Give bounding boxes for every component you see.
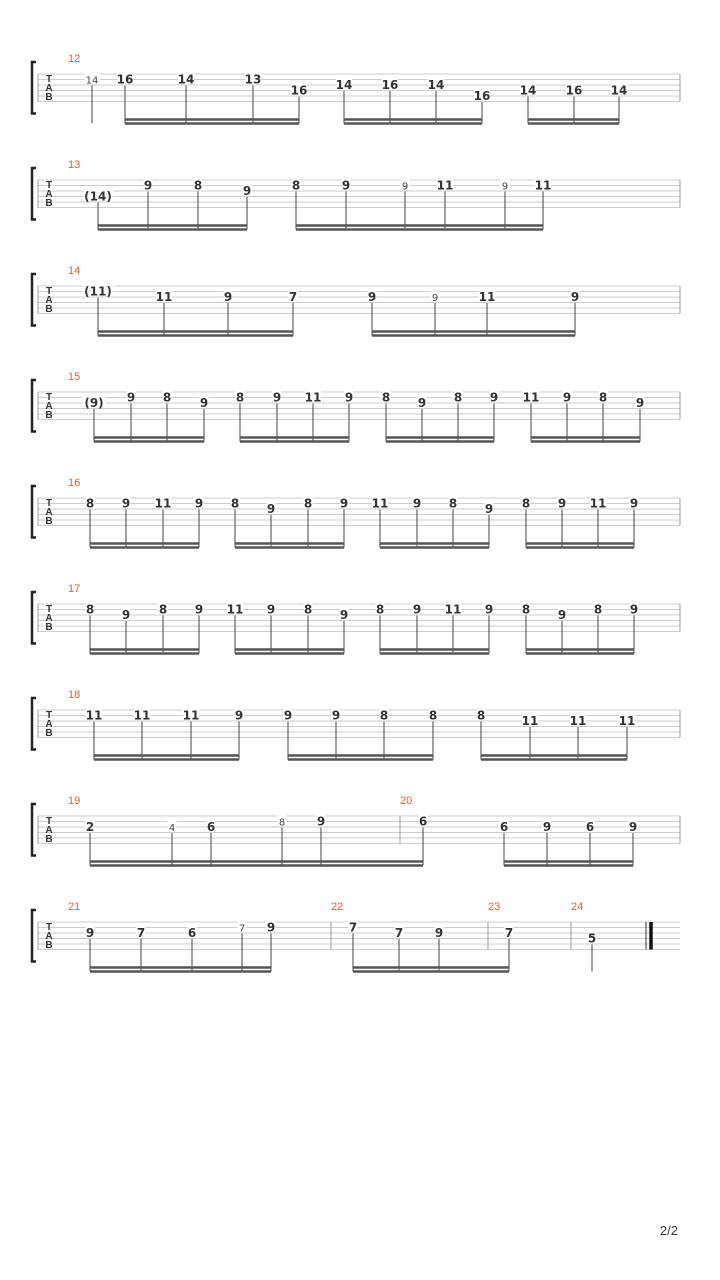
fret-number: 9 bbox=[126, 390, 136, 405]
fret-number: 16 bbox=[116, 72, 134, 87]
fret-number: 9 bbox=[412, 602, 422, 617]
tab-clef-letter: B bbox=[45, 198, 53, 209]
fret-number: 8 bbox=[453, 390, 463, 405]
fret-number: 9 bbox=[635, 396, 645, 410]
fret-number: 9 bbox=[542, 820, 552, 834]
measure-number: 12 bbox=[68, 53, 81, 65]
system-bracket bbox=[32, 698, 36, 750]
fret-number: 8 bbox=[235, 390, 245, 405]
measure-number: 15 bbox=[68, 371, 81, 383]
tab-clef-letter: A bbox=[45, 931, 53, 942]
system-bracket bbox=[32, 804, 36, 856]
fret-number: 9 bbox=[331, 708, 341, 723]
measure-number: 14 bbox=[68, 265, 81, 277]
tab-clef-letter: B bbox=[45, 834, 53, 845]
fret-number: 8 bbox=[598, 390, 608, 405]
fret-number: 9 bbox=[121, 496, 131, 511]
fret-number: 11 bbox=[478, 290, 496, 304]
measure-number: 23 bbox=[488, 901, 501, 913]
fret-number: 7 bbox=[348, 920, 358, 935]
fret-number: 11 bbox=[589, 496, 607, 511]
fret-number: 9 bbox=[234, 708, 244, 723]
system-bracket bbox=[32, 486, 36, 538]
fret-number: 9 bbox=[434, 926, 444, 940]
fret-number: 11 bbox=[154, 496, 172, 511]
tab-clef-letter: A bbox=[45, 83, 53, 94]
fret-number: 9 bbox=[412, 496, 422, 511]
fret-number: 7 bbox=[394, 926, 404, 940]
fret-number: 6 bbox=[206, 820, 216, 834]
tab-clef-letter: B bbox=[45, 304, 53, 315]
fret-number: 14 bbox=[610, 83, 628, 98]
tab-clef-letter: T bbox=[45, 922, 53, 933]
tab-clef-letter: B bbox=[45, 92, 53, 103]
tab-clef-letter: B bbox=[45, 622, 53, 633]
fret-number: 14 bbox=[335, 78, 353, 92]
measure-number: 17 bbox=[68, 583, 81, 595]
fret-number: 9 bbox=[316, 814, 326, 829]
grace-fret-number: 9 bbox=[401, 181, 409, 193]
fret-number: 11 bbox=[569, 714, 587, 728]
tab-clef-letter: T bbox=[45, 498, 53, 509]
fret-number: 11 bbox=[85, 708, 103, 723]
fret-number: 16 bbox=[290, 83, 308, 98]
fret-number: 9 bbox=[557, 496, 567, 511]
fret-number: 6 bbox=[585, 820, 595, 834]
fret-number: 2 bbox=[85, 820, 95, 834]
tab-clef-letter: T bbox=[45, 604, 53, 615]
fret-number: 11 bbox=[534, 178, 552, 193]
system-bracket bbox=[32, 62, 36, 114]
fret-number: 8 bbox=[379, 708, 389, 723]
fret-number: 9 bbox=[199, 396, 209, 410]
fret-number: 11 bbox=[304, 390, 322, 405]
fret-number: 8 bbox=[291, 178, 301, 193]
fret-number: 9 bbox=[339, 608, 349, 622]
fret-number: 9 bbox=[143, 178, 153, 193]
fret-number: 8 bbox=[476, 708, 486, 723]
fret-number: 9 bbox=[628, 820, 638, 834]
fret-number: 11 bbox=[226, 602, 244, 617]
tab-clef-letter: T bbox=[45, 74, 53, 85]
grace-fret-number: 8 bbox=[278, 817, 286, 829]
fret-number: 9 bbox=[367, 290, 377, 304]
fret-number: 11 bbox=[155, 290, 173, 304]
fret-number: 11 bbox=[521, 714, 539, 728]
fret-number: 9 bbox=[266, 502, 276, 516]
fret-number: 8 bbox=[303, 602, 313, 617]
fret-number: 9 bbox=[85, 926, 95, 940]
tab-clef-letter: B bbox=[45, 516, 53, 527]
fret-number: 8 bbox=[158, 602, 168, 617]
fret-number: 9 bbox=[339, 496, 349, 511]
fret-number: 9 bbox=[121, 608, 131, 622]
tab-clef-letter: T bbox=[45, 286, 53, 297]
grace-fret-number: 14 bbox=[85, 75, 99, 87]
tab-clef-letter: B bbox=[45, 410, 53, 421]
fret-number: 6 bbox=[187, 926, 197, 940]
fret-number: 8 bbox=[85, 496, 95, 511]
fret-number: 7 bbox=[288, 290, 298, 304]
tab-clef-letter: T bbox=[45, 180, 53, 191]
fret-number: 8 bbox=[162, 390, 172, 405]
system-bracket bbox=[32, 592, 36, 644]
fret-number: 8 bbox=[303, 496, 313, 511]
measure-number: 13 bbox=[68, 159, 81, 171]
fret-number: 14 bbox=[427, 78, 445, 92]
system-bracket bbox=[32, 910, 36, 962]
system-bracket bbox=[32, 274, 36, 326]
fret-number: 9 bbox=[489, 390, 499, 405]
fret-number: 9 bbox=[562, 390, 572, 405]
measure-number: 16 bbox=[68, 477, 81, 489]
fret-number: 8 bbox=[381, 390, 391, 405]
fret-number: 9 bbox=[272, 390, 282, 405]
fret-number: 11 bbox=[618, 714, 636, 728]
fret-number: 11 bbox=[436, 178, 454, 193]
fret-number: 14 bbox=[177, 72, 195, 87]
tab-clef-letter: A bbox=[45, 401, 53, 412]
fret-number: 8 bbox=[521, 602, 531, 617]
fret-number: 9 bbox=[629, 602, 639, 617]
fret-number: 8 bbox=[375, 602, 385, 617]
tab-clef-letter: A bbox=[45, 613, 53, 624]
tab-clef-letter: A bbox=[45, 295, 53, 306]
tab-clef-letter: T bbox=[45, 816, 53, 827]
fret-number: 11 bbox=[133, 708, 151, 723]
fret-number: 9 bbox=[194, 496, 204, 511]
fret-number: 11 bbox=[444, 602, 462, 617]
tab-clef-letter: B bbox=[45, 940, 53, 951]
fret-number: 9 bbox=[570, 290, 580, 304]
tab-clef-letter: A bbox=[45, 507, 53, 518]
fret-number: 7 bbox=[504, 926, 514, 940]
fret-number: 9 bbox=[484, 502, 494, 516]
fret-number: 9 bbox=[266, 602, 276, 617]
fret-number: 9 bbox=[223, 290, 233, 304]
system-bracket bbox=[32, 168, 36, 220]
fret-number: 8 bbox=[448, 496, 458, 511]
fret-number: 9 bbox=[344, 390, 354, 405]
fret-number: 16 bbox=[473, 89, 491, 103]
fret-number: 13 bbox=[244, 72, 262, 87]
measure-number: 19 bbox=[68, 795, 81, 807]
page-number: 2/2 bbox=[659, 1223, 678, 1238]
fret-number: (14) bbox=[84, 189, 112, 204]
tab-clef-letter: T bbox=[45, 710, 53, 721]
fret-number: 9 bbox=[194, 602, 204, 617]
fret-number: 8 bbox=[521, 496, 531, 511]
system-bracket bbox=[32, 380, 36, 432]
tab-clef-letter: B bbox=[45, 728, 53, 739]
fret-number: 9 bbox=[629, 496, 639, 511]
fret-number: 5 bbox=[587, 931, 597, 946]
tab-clef-letter: A bbox=[45, 189, 53, 200]
tab-clef-letter: A bbox=[45, 719, 53, 730]
fret-number: (11) bbox=[84, 284, 112, 299]
fret-number: 9 bbox=[266, 920, 276, 935]
fret-number: 11 bbox=[371, 496, 389, 511]
fret-number: 9 bbox=[341, 178, 351, 193]
fret-number: 8 bbox=[593, 602, 603, 617]
fret-number: 6 bbox=[499, 820, 509, 834]
fret-number: 16 bbox=[381, 78, 399, 92]
grace-fret-number: 9 bbox=[501, 181, 509, 193]
fret-number: 14 bbox=[519, 83, 537, 98]
fret-number: 9 bbox=[484, 602, 494, 617]
fret-number: 8 bbox=[193, 178, 203, 193]
tab-clef-letter: A bbox=[45, 825, 53, 836]
fret-number: 9 bbox=[242, 184, 252, 198]
fret-number: 8 bbox=[230, 496, 240, 511]
measure-number: 24 bbox=[571, 901, 584, 913]
fret-number: 9 bbox=[417, 396, 427, 410]
fret-number: 8 bbox=[85, 602, 95, 617]
measure-number: 21 bbox=[68, 901, 81, 913]
fret-number: 11 bbox=[182, 708, 200, 723]
fret-number: 7 bbox=[136, 926, 146, 940]
measure-number: 22 bbox=[331, 901, 344, 913]
grace-fret-number: 9 bbox=[431, 293, 439, 304]
fret-number: 6 bbox=[418, 814, 428, 829]
fret-number: 8 bbox=[428, 708, 438, 723]
measure-number: 20 bbox=[400, 795, 413, 807]
fret-number: 16 bbox=[565, 83, 583, 98]
grace-fret-number: 7 bbox=[238, 923, 246, 935]
fret-number: (9) bbox=[84, 396, 104, 410]
fret-number: 9 bbox=[557, 608, 567, 622]
tab-clef-letter: T bbox=[45, 392, 53, 403]
fret-number: 11 bbox=[522, 390, 540, 405]
measure-number: 18 bbox=[68, 689, 81, 701]
fret-number: 9 bbox=[283, 708, 293, 723]
grace-fret-number: 4 bbox=[168, 823, 176, 834]
